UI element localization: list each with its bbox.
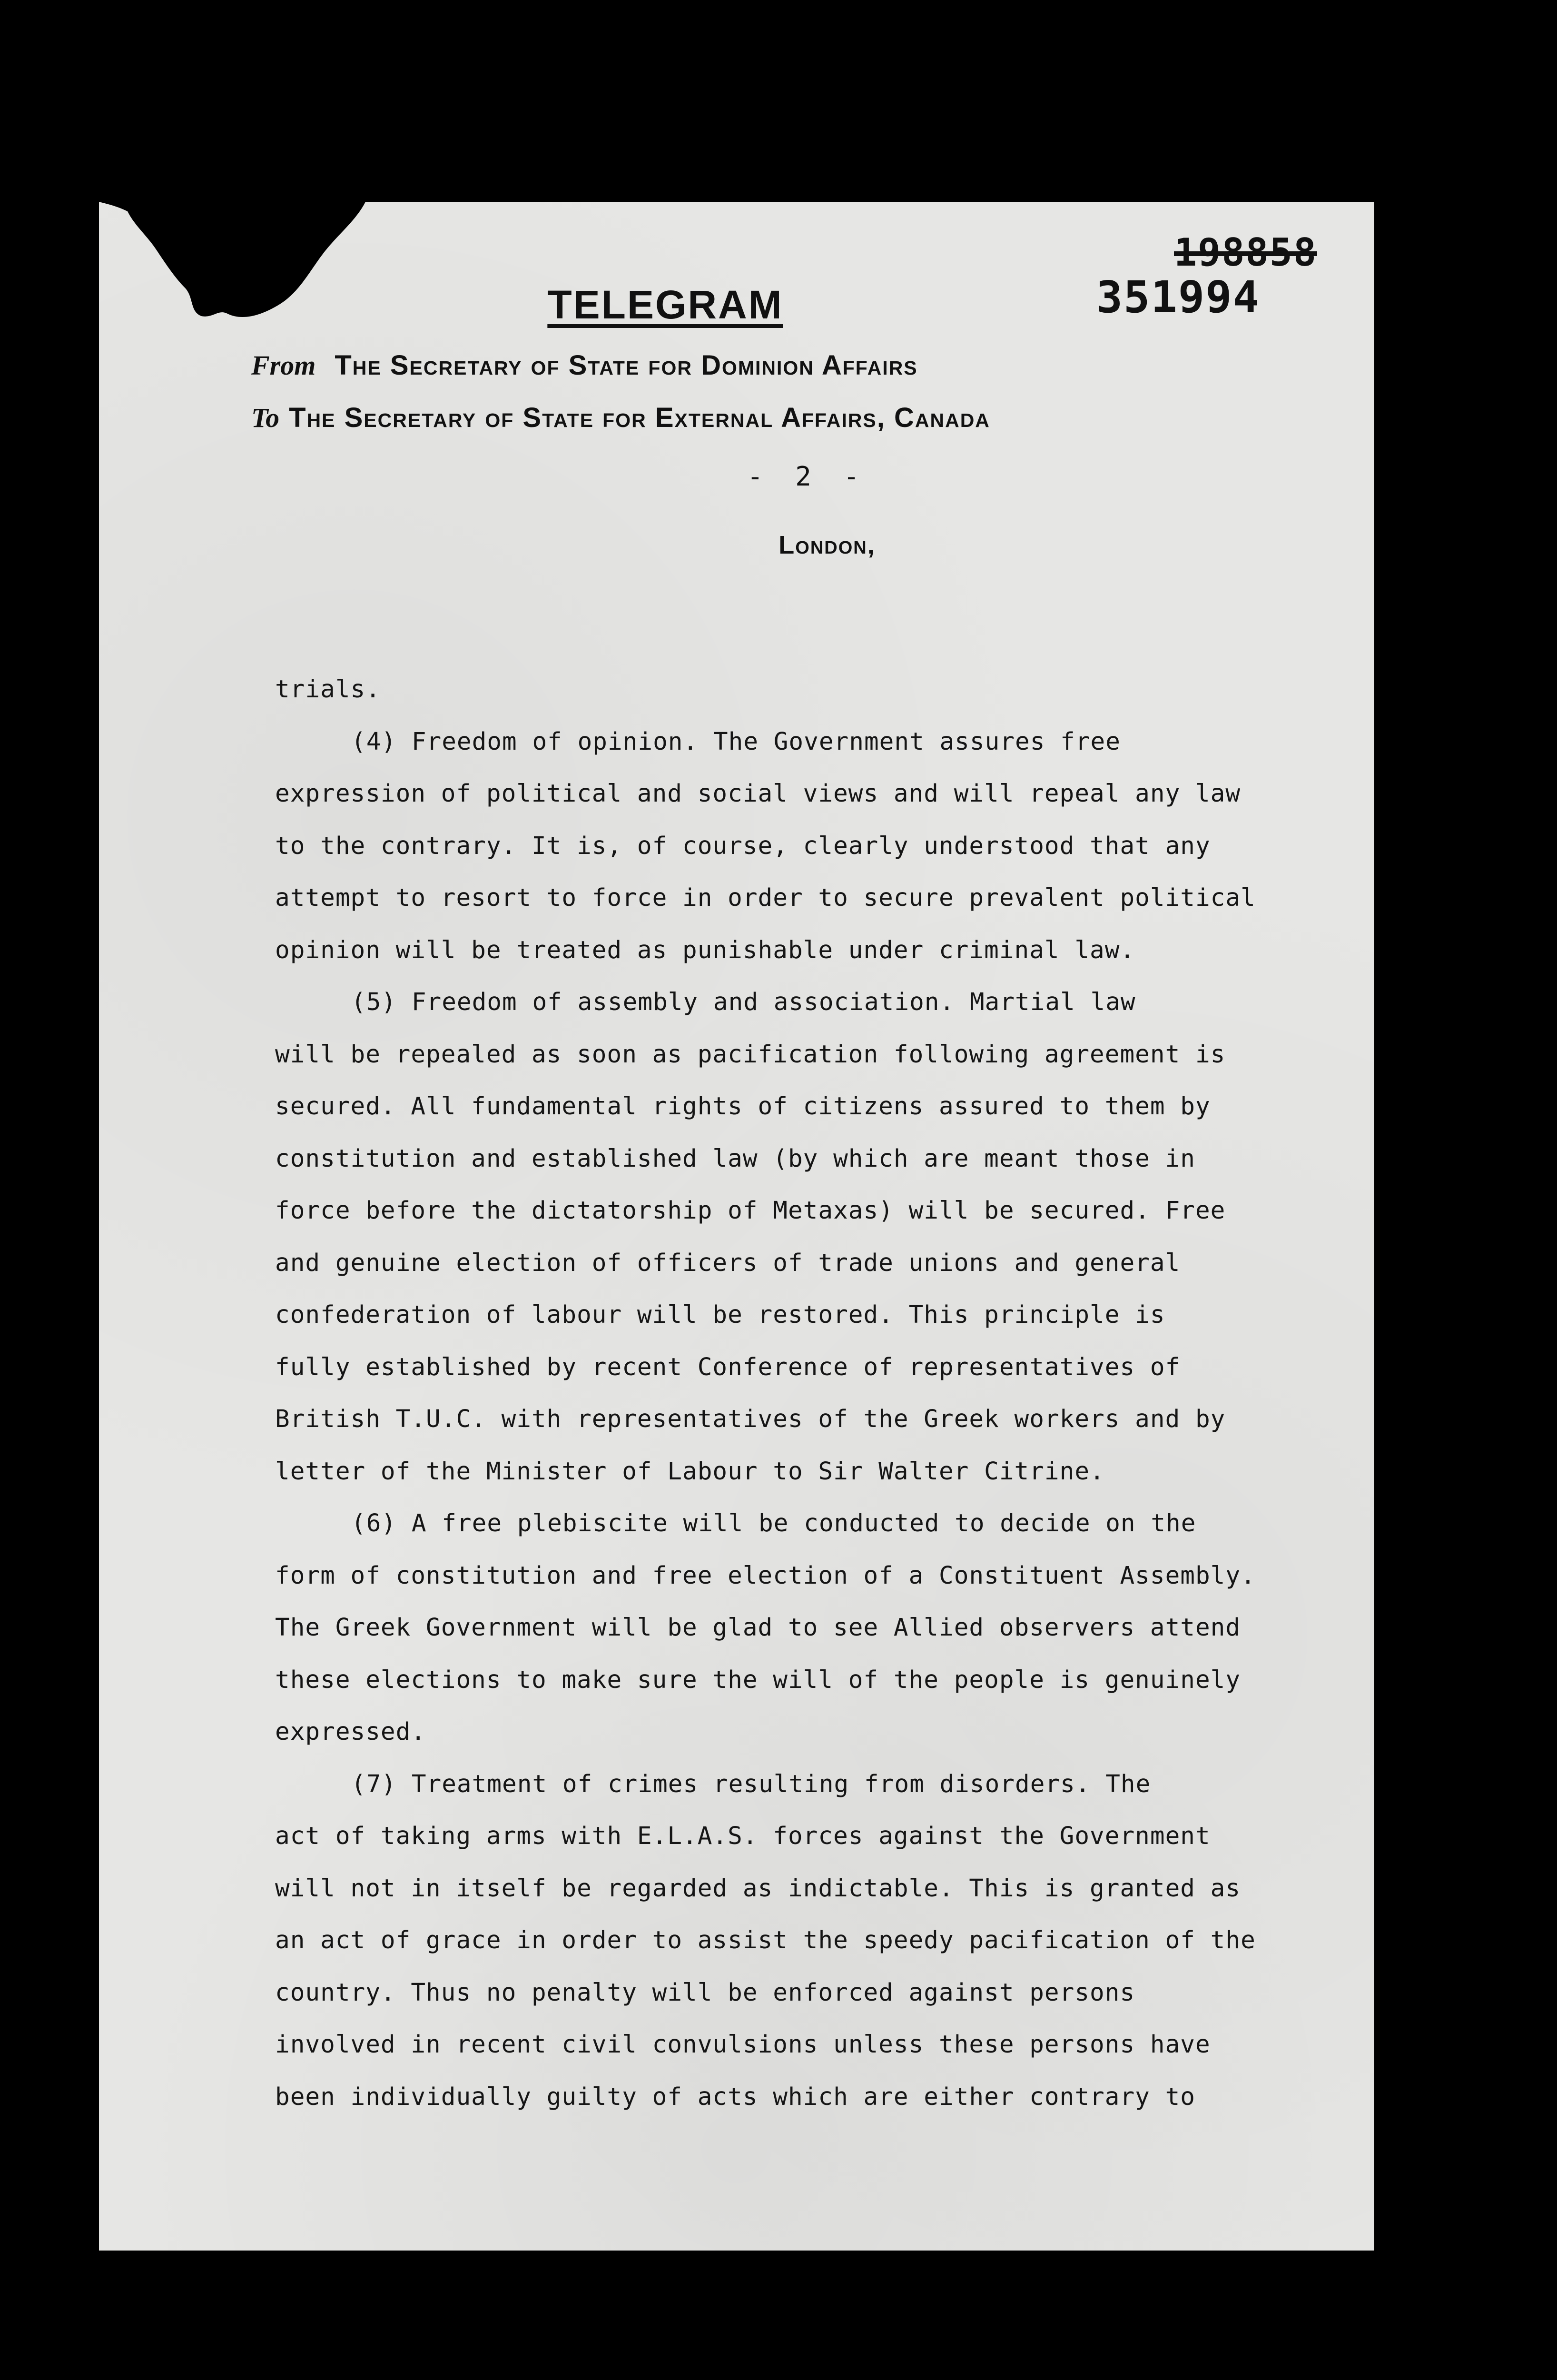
body-line: The Greek Government will be glad to see Allied observers attend bbox=[275, 1614, 1241, 1642]
body-line: will be repealed as soon as pacification following agreement is bbox=[275, 1040, 1226, 1069]
body-line: attempt to resort to force in order to secure prevalent political bbox=[275, 884, 1256, 912]
body-line: will not in itself be regarded as indictable. This is granted as bbox=[275, 1874, 1241, 1903]
document-title bbox=[99, 282, 1374, 328]
body-line: expression of political and social views and will repeal any law bbox=[275, 780, 1241, 808]
body-line: trials. bbox=[275, 675, 381, 704]
body-line: (4) Freedom of opinion. The Government assures free bbox=[351, 727, 1121, 756]
body-line: British T.U.C. with representatives of the Greek workers and by bbox=[275, 1405, 1226, 1433]
body-line: constitution and established law (by which are meant those in bbox=[275, 1144, 1195, 1173]
body-line: involved in recent civil convulsions unless these persons have bbox=[275, 2031, 1211, 2059]
body-line: opinion will be treated as punishable under criminal law. bbox=[275, 936, 1135, 964]
body-line: act of taking arms with E.L.A.S. forces against the Government bbox=[275, 1822, 1211, 1850]
body-line: and genuine election of officers of trade unions and general bbox=[275, 1249, 1181, 1277]
to-value: The Secretary of State for External Affairs, Canada bbox=[289, 402, 990, 433]
from-label: From bbox=[251, 350, 316, 381]
to-label: To bbox=[251, 402, 280, 433]
body-line: secured. All fundamental rights of citizens assured to them by bbox=[275, 1092, 1211, 1121]
body-line: expressed. bbox=[275, 1718, 426, 1746]
body-line: fully established by recent Conference of representatives of bbox=[275, 1353, 1181, 1381]
from-line bbox=[251, 349, 918, 381]
title-text: TELEGRAM bbox=[547, 282, 783, 327]
telegram-page bbox=[99, 202, 1374, 2251]
from-value: The Secretary of State for Dominion Affairs bbox=[335, 350, 918, 381]
body-line: letter of the Minister of Labour to Sir Walter Citrine. bbox=[275, 1457, 1105, 1486]
body-line: been individually guilty of acts which are either contrary to bbox=[275, 2082, 1195, 2111]
serial-number-struck: 198858 bbox=[1174, 230, 1317, 275]
body-line: (7) Treatment of crimes resulting from disorders. The bbox=[351, 1770, 1151, 1798]
body-line: form of constitution and free election of a Constituent Assembly. bbox=[275, 1561, 1256, 1590]
body-line: an act of grace in order to assist the speedy pacification of the bbox=[275, 1926, 1256, 1954]
telegram-body bbox=[275, 664, 1374, 2123]
serial-number-current: 351994 bbox=[1096, 272, 1260, 323]
body-line: confederation of labour will be restored. This principle is bbox=[275, 1301, 1165, 1329]
body-line: (5) Freedom of assembly and association. Martial law bbox=[351, 988, 1136, 1016]
body-line: force before the dictatorship of Metaxas) will be secured. Free bbox=[275, 1197, 1226, 1225]
body-line: to the contrary. It is, of course, clearly understood that any bbox=[275, 832, 1211, 860]
body-line: these elections to make sure the will of the people is genuinely bbox=[275, 1666, 1241, 1694]
body-line: (6) A free plebiscite will be conducted to decide on the bbox=[351, 1509, 1196, 1537]
body-line: country. Thus no penalty will be enforced against persons bbox=[275, 1978, 1135, 2007]
page-number: - 2 - bbox=[747, 461, 859, 492]
place-of-origin: London, bbox=[778, 531, 876, 559]
to-line bbox=[251, 402, 990, 434]
